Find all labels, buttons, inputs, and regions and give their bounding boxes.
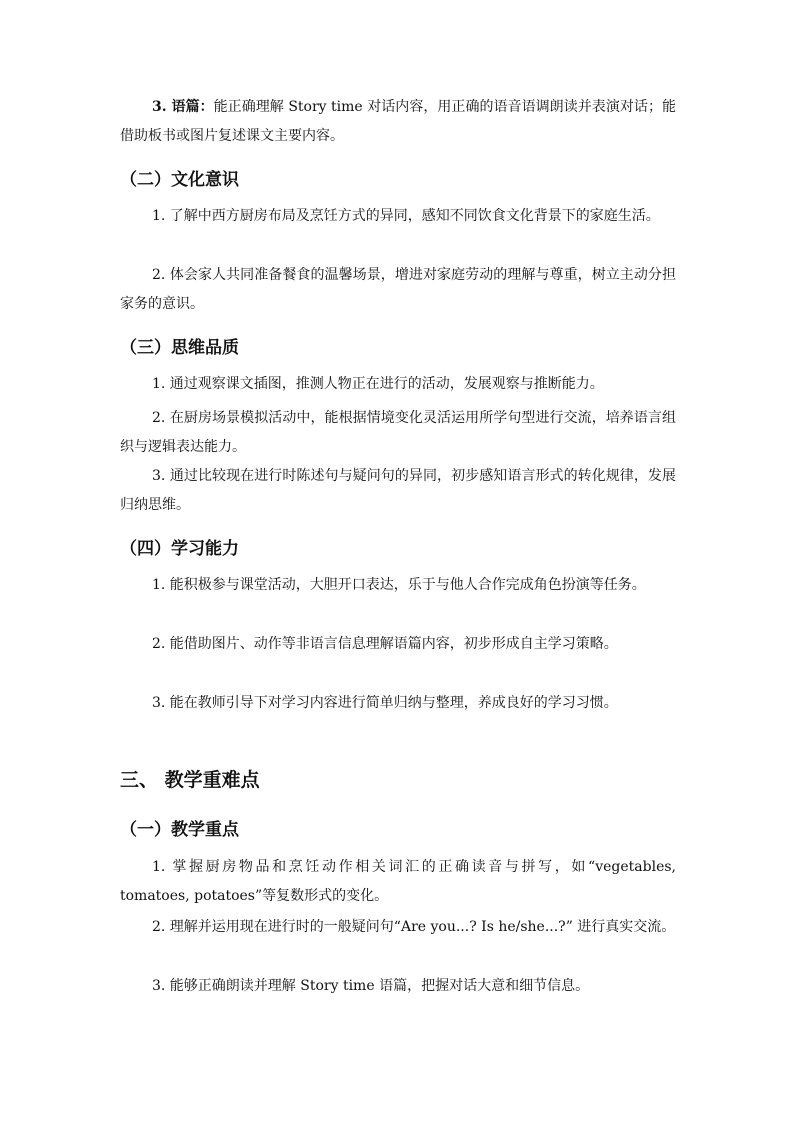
heading-section-3: 三、 教学重难点 — [120, 769, 260, 791]
thinking-item-2: 2. 在厨房场景模拟活动中，能根据情境变化灵活运用所学句型进行交流，培养语言组织与逻辑表达能力。 — [120, 410, 676, 455]
key-item-2: 2. 理解并运用现在进行时的一般疑问句“Are you...? Is he/she...?” 进行真实交流。 — [152, 919, 676, 935]
learning-item-3: 3. 能在教师引导下对学习内容进行简单归纳与整理，养成良好的学习习惯。 — [152, 695, 618, 711]
key-item-3: 3. 能够正确朗读并理解 Story time 语篇，把握对话大意和细节信息。 — [152, 978, 590, 994]
thinking-item-1: 1. 通过观察课文插图，推测人物正在进行的活动，发展观察与推断能力。 — [152, 376, 604, 392]
culture-item-2: 2. 体会家人共同准备餐食的温馨场景，增进对家庭劳动的理解与尊重，树立主动分担家务的意识。 — [120, 267, 676, 312]
discourse-label: 3. 语篇： — [152, 99, 214, 115]
culture-item-1: 1. 了解中西方厨房布局及烹饪方式的异同，感知不同饮食文化背景下的家庭生活。 — [152, 208, 660, 224]
key-item-1: 1. 掌握厨房物品和烹饪动作相关词汇的正确读音与拼写，如“vegetables, tomatoes, potatoes”等复数形式的变化。 — [120, 859, 676, 904]
learning-item-1: 1. 能积极参与课堂活动，大胆开口表达，乐于与他人合作完成角色扮演等任务。 — [152, 577, 646, 593]
thinking-item-3: 3. 通过比较现在进行时陈述句与疑问句的异同，初步感知语言形式的转化规律，发展归纳思维。 — [120, 468, 676, 513]
learning-item-2: 2. 能借助图片、动作等非语言信息理解语篇内容，初步形成自主学习策略。 — [152, 636, 618, 652]
heading-thinking: （三）思维品质 — [120, 338, 239, 358]
heading-culture: （二）文化意识 — [120, 170, 239, 190]
discourse-objective — [120, 93, 676, 151]
heading-learning: （四）学习能力 — [120, 539, 239, 559]
heading-key-points: （一）教学重点 — [120, 820, 239, 840]
discourse-text: 能正确理解 Story time 对话内容，用正确的语音语调朗读并表演对话；能借助板书或图片复述课文主要内容。 — [120, 99, 676, 144]
